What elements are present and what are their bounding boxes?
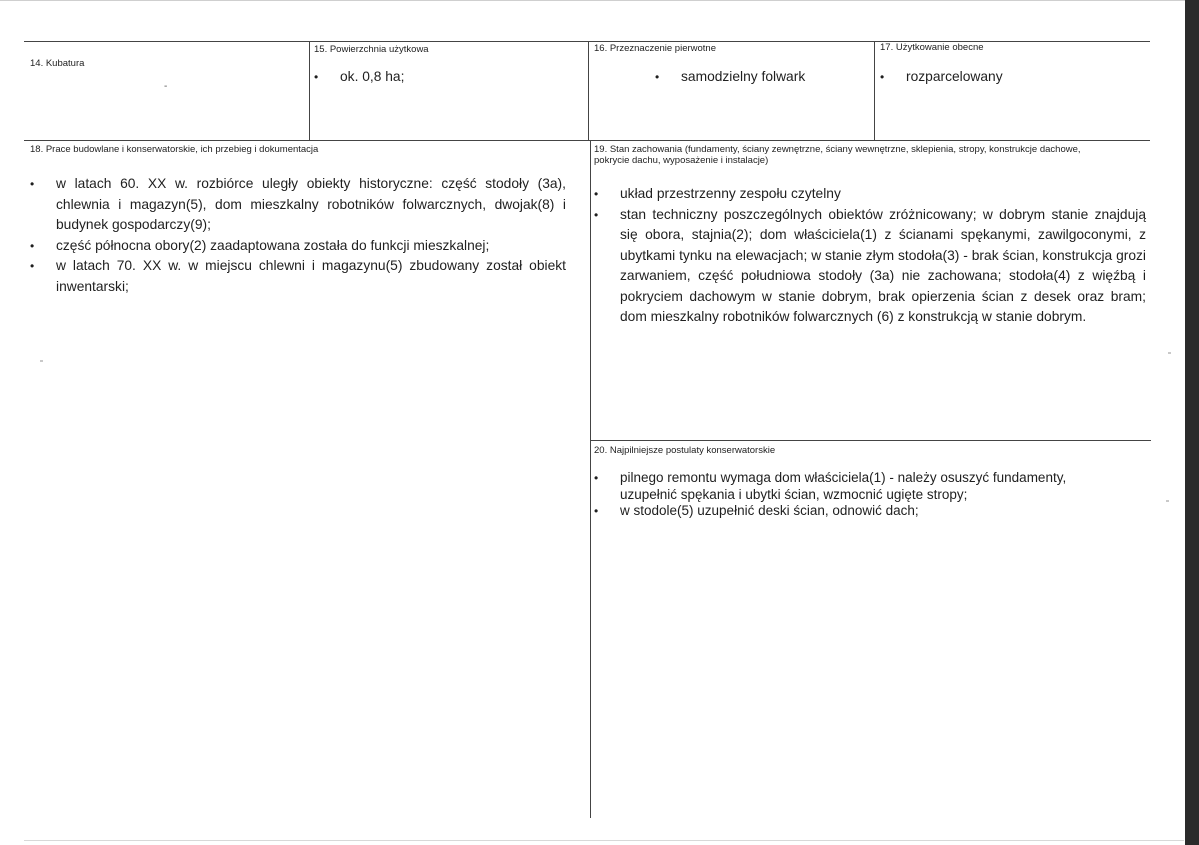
field-20-item: • w stodole(5) uzupełnić deski ścian, odnowić dach; xyxy=(594,503,1094,520)
col-divider-main xyxy=(590,140,591,818)
field-20-label: 20. Najpilniejsze postulaty konserwatorskie xyxy=(594,445,776,456)
field-16-item: • samodzielny folwark xyxy=(655,67,870,88)
scan-speck xyxy=(40,360,43,362)
field-18-label: 18. Prace budowlane i konserwatorskie, ich przebieg i dokumentacja xyxy=(30,144,319,155)
field-19-list xyxy=(594,184,1146,328)
scan-speck xyxy=(1166,500,1169,502)
field-17-label: 17. Użytkowanie obecne xyxy=(880,42,984,53)
field-15-item: • ok. 0,8 ha; xyxy=(314,67,579,88)
row-divider-2 xyxy=(591,440,1151,441)
col-divider-14-15 xyxy=(309,41,310,141)
field-18-item: • w latach 70. XX w. w miejscu chlewni i magazynu(5) zbudowany został obiekt inwentarski; xyxy=(30,256,566,297)
field-20-list xyxy=(594,470,1094,520)
field-18-item: • część północna obory(2) zaadaptowana została do funkcji mieszkalnej; xyxy=(30,236,566,257)
field-17-item: • rozparcelowany xyxy=(880,67,1140,88)
field-18-item: • w latach 60. XX w. rozbiórce uległy obiekty historyczne: część stodoły (3a), chlewnia i magazyn(5), dom mieszkalny robotników folwarcznych, dwojak(8) i budynek gospodarczy(9); xyxy=(30,174,566,236)
field-19-item: • stan techniczny poszczególnych obiektów zróżnicowany; w dobrym stanie znajdują się obora, stajnia(2); dom właściciela(1) z ścianami spękanymi, zawilgoconymi, z ubytkami tynku na elewacjach; w stanie złym stodoła(3) - brak ścian, konstrukcja grozi zarwaniem, część południowa stodoły (3a) nie zachowana; stodoła(4) z więźbą i pokryciem dachowym w stanie dobrym, brak opierzenia ścian z desek oraz bram; dom mieszkalny robotników folwarcznych (6) z konstrukcją w stanie dobrym. xyxy=(594,205,1146,328)
field-14-label: 14. Kubatura xyxy=(30,58,85,69)
bottom-edge xyxy=(24,840,1184,841)
col-divider-15-16 xyxy=(588,41,589,141)
row-divider-1 xyxy=(24,140,1150,141)
field-14-value: - xyxy=(164,81,168,92)
field-16-list xyxy=(655,67,870,88)
field-18-list xyxy=(30,174,566,297)
field-17-list xyxy=(880,67,1140,88)
field-20-item: • pilnego remontu wymaga dom właściciela(1) - należy osuszyć fundamenty, uzupełnić spękania i ubytki ścian, wzmocnić ugięte stropy; xyxy=(594,470,1094,503)
scan-top-edge xyxy=(0,0,1199,1)
scan-speck xyxy=(1168,352,1171,354)
scan-right-edge xyxy=(1185,0,1199,845)
field-16-label: 16. Przeznaczenie pierwotne xyxy=(594,43,716,54)
col-divider-16-17 xyxy=(874,41,875,141)
field-19-item: • układ przestrzenny zespołu czytelny xyxy=(594,184,1146,205)
field-19-label: 19. Stan zachowania (fundamenty, ściany zewnętrzne, ściany wewnętrzne, sklepienia, stropy, konstrukcje dachowe, pokrycie dachu, wyposażenie i instalacje) xyxy=(594,144,1081,166)
field-15-label: 15. Powierzchnia użytkowa xyxy=(314,44,429,55)
field-15-list xyxy=(314,67,579,88)
